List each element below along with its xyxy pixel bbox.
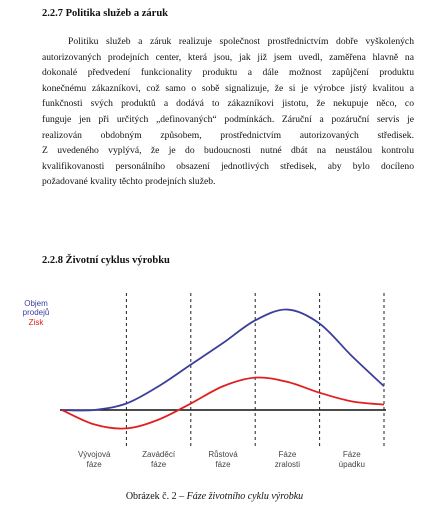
- paragraph-service-policy: [42, 34, 414, 190]
- figure-caption-title: Fáze životního cyklu výrobku: [186, 491, 304, 502]
- section-heading-service-policy: 2.2.7 Politika služeb a záruk: [42, 8, 169, 19]
- figure-caption: [0, 491, 429, 502]
- paragraph-line: konečnému zákazníkovi, což samo o sobě signalizuje, že si je výrobce jistý kvalitou a: [42, 82, 414, 94]
- paragraph-line: Politiku služeb a záruk realizuje společnost prostřednictvím dobře vyškolených: [68, 36, 414, 47]
- paragraph-line: dokonalé předvedení funkcionality produktu a dále možnost zapůjčení produktu: [42, 67, 414, 79]
- paragraph-line: kvalifikovanosti personálního obsazení jednotlivých středisek, aby bylo docíleno: [42, 160, 414, 172]
- section-heading-product-life-cycle: 2.2.8 Životní cyklus výrobku: [42, 255, 170, 266]
- profit-curve: [62, 377, 384, 428]
- phase-label: Fáze zralosti: [274, 450, 301, 469]
- paragraph-line: funguje jen při určitých „definovaných“ podmínkách. Záruční a pozáruční servis je: [42, 113, 414, 125]
- paragraph-line: autorizovaných prodejních center, která jsou, jak již jsem uvedl, zaměřena hlavně na: [42, 51, 414, 63]
- paragraph-line: požadované kvality těchto prodejních služeb.: [42, 176, 216, 188]
- phase-label: Fáze úpadku: [338, 450, 365, 469]
- paragraph-line: realizován obdobným způsobem, prostřednictvím autorizovaných středisek.: [42, 129, 414, 141]
- phase-label: Růstová fáze: [208, 450, 238, 469]
- figure-caption-prefix: Obrázek č. 2 –: [125, 491, 187, 502]
- product-life-cycle-chart: [0, 285, 429, 485]
- paragraph-line: Z uvedeného vyplývá, že je do budoucnosti nutné dbát na neustálou kontrolu: [42, 145, 414, 157]
- legend-profit: Zisk: [28, 318, 44, 327]
- sales-volume-curve: [62, 310, 384, 411]
- phase-label: Zaváděcí fáze: [142, 450, 176, 469]
- paragraph-line: funkčnosti svých produktů a dodává to zákazníkovi jistotu, že nekupuje něco, co: [42, 98, 414, 110]
- phase-label: Vývojová fáze: [77, 450, 111, 469]
- legend-sales-volume: Objem prodejů: [22, 299, 50, 317]
